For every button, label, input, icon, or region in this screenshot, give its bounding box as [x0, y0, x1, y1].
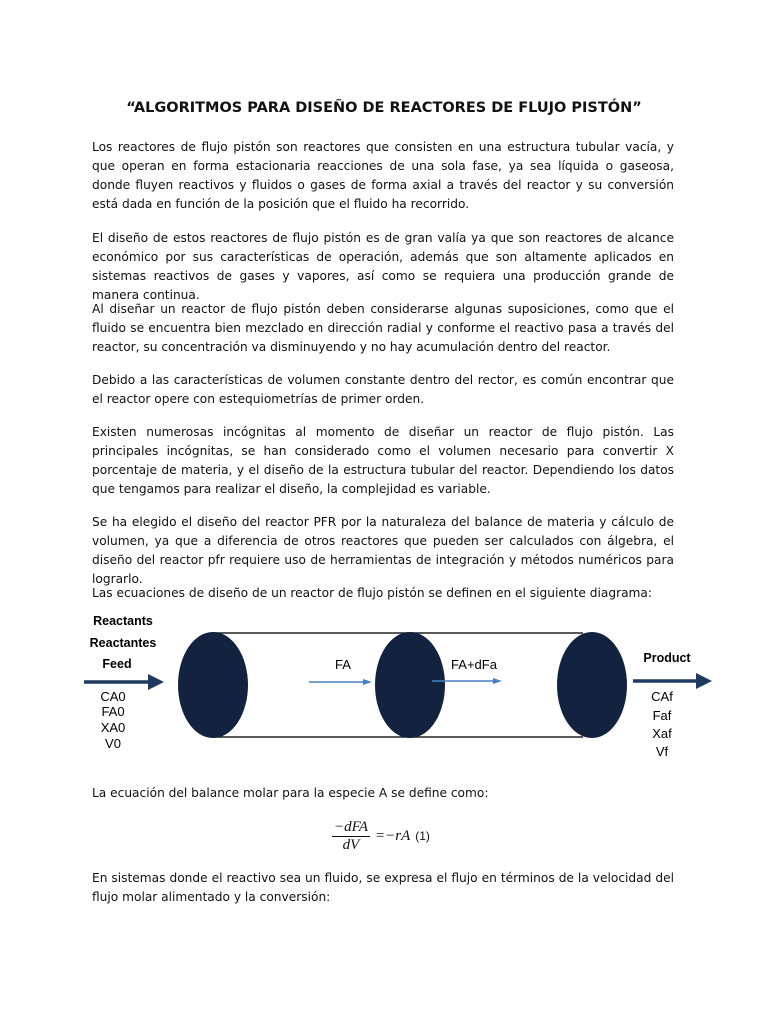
inlet-var-xa0: XA0 — [100, 720, 126, 735]
paragraph-2: El diseño de estos reactores de flujo pistón es de gran valía ya que son reactores de alcance económico por sus características de operación, además que son altamente aplicados en sistemas reactivos de gases y vapores, así como se requiera una producción grande de manera continua. — [92, 231, 674, 302]
flow-label-fa-dfa: FA+dFa — [451, 657, 497, 672]
inlet-var-fa0: FA0 — [101, 704, 125, 719]
paragraph-7: Las ecuaciones de diseño de un reactor de flujo pistón se definen en el siguiente diagrama: — [92, 586, 653, 600]
paragraph-equation-intro: La ecuación del balance molar para la especie A se define como: — [92, 786, 489, 800]
inlet-var-v0: V0 — [105, 736, 121, 751]
equation-fraction — [332, 819, 370, 854]
outlet-var-xaf: Xaf — [652, 726, 672, 741]
paragraph-6: Se ha elegido el diseño del reactor PFR por la naturaleza del balance de materia y cálculo de volumen, ya que a diferencia de otros reactores que pueden ser calculados con álgebra, el diseño del reactor pfr requiere uso de herramientas de integración y métodos numéricos para lograrlo. — [92, 515, 674, 586]
paragraph-last: En sistemas donde el reactivo sea un fluido, se expresa el flujo en términos de la velocidad del flujo molar alimentado y la conversión: — [92, 871, 674, 904]
flow-label-fa: FA — [335, 657, 351, 672]
label-product: Product — [643, 651, 691, 665]
flow-arrow-2-icon — [493, 678, 502, 684]
paragraph-4: Debido a las características de volumen constante dentro del rector, es común encontrar que el reactor opere con estequiometrías de primer orden. — [92, 373, 674, 406]
inlet-arrow-icon — [148, 674, 164, 690]
equation-numerator: −dFA — [334, 818, 369, 835]
outlet-var-caf: CAf — [651, 689, 673, 704]
label-feed: Feed — [102, 657, 132, 671]
paragraph-5: Existen numerosas incógnitas al momento de diseñar un reactor de flujo pistón. Las principales incógnitas, se han considerado como el volumen necesario para convertir X porcentaje de materia, y el diseño de la estructura tubular del reactor. Dependiendo los datos que tengamos para realizar el diseño, la complejidad es variable. — [92, 425, 674, 496]
label-reactantes: Reactantes — [89, 636, 157, 650]
pfr-diagram — [80, 608, 720, 768]
paragraph-1: Los reactores de flujo pistón son reactores que consisten en una estructura tubular vacía, y que operan en forma estacionaria reacciones de una sola fase, ya sea líquida o gaseosa, donde fluyen reactivos y fluidos o gases de forma axial a través del reactor y su conversión está dada en función de la posición que el fluido ha recorrido. — [92, 140, 674, 211]
label-reactants: Reactants — [93, 614, 153, 628]
paragraph-3: Al diseñar un reactor de flujo pistón deben considerarse algunas suposiciones, como que el fluido se encuentra bien mezclado en dirección radial y conforme el reactivo pasa a través del reactor, su concentración va disminuyendo y no hay acumulación dentro del reactor. — [92, 302, 674, 354]
equation-rhs: =−rA — [375, 827, 411, 844]
inlet-var-ca0: CA0 — [100, 689, 126, 704]
equation-denominator: dV — [342, 836, 360, 853]
equation-number: (1) — [415, 829, 430, 843]
equation-1 — [332, 816, 430, 856]
document-title: “ALGORITMOS PARA DISEÑO DE REACTORES DE FLUJO PISTÓN” — [126, 100, 642, 116]
outlet-var-faf: Faf — [652, 708, 672, 723]
reactor-inlet-disc — [178, 632, 248, 738]
flow-arrow-1-icon — [363, 679, 372, 685]
outlet-var-vf: Vf — [655, 744, 669, 759]
reactor-outlet-disc — [557, 632, 627, 738]
reactor-middle-disc — [375, 632, 445, 738]
outlet-arrow-icon — [696, 673, 712, 689]
